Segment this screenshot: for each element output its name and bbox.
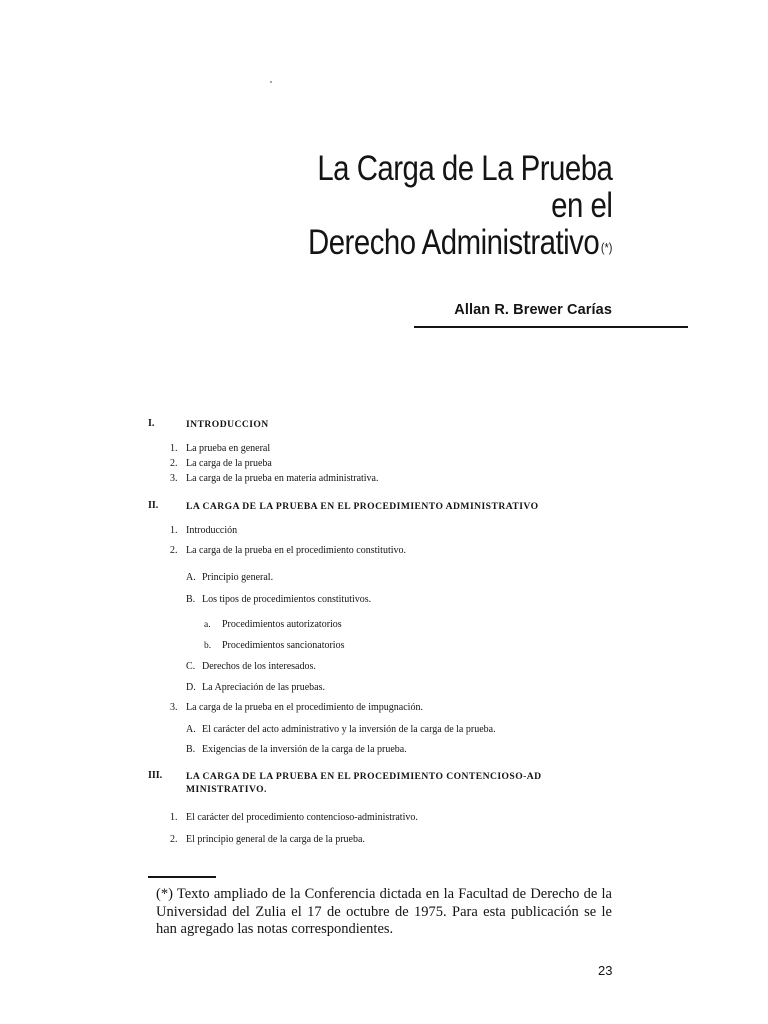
scan-speck [270, 81, 272, 83]
toc-item-label: La carga de la prueba en materia administrativa. [186, 473, 379, 484]
toc-subitem-letter: B. [186, 594, 196, 605]
toc-item-number: 1. [170, 443, 178, 454]
title-line-2: en el [550, 186, 612, 225]
toc-subitem-letter: A. [186, 572, 196, 583]
toc-item-label: La prueba en general [186, 443, 271, 454]
toc-subsubitem-letter: b. [204, 641, 212, 651]
toc-item-label: El carácter del procedimiento contencioso-administrativo. [186, 812, 418, 823]
toc-subitem-label: La Apreciación de las pruebas. [202, 682, 326, 693]
title-line-3 [308, 224, 612, 266]
toc-item-number: 2. [170, 834, 178, 845]
toc-subitem-letter: B. [186, 744, 196, 755]
document-title [250, 150, 612, 266]
toc-subsubitem-label: Procedimientos sancionatorios [222, 640, 345, 651]
footnote-rule [148, 876, 216, 878]
toc-item-number: 3. [170, 473, 178, 484]
toc-subitem-label: Principio general. [202, 572, 274, 583]
toc-item-label: La carga de la prueba en el procedimiento de impugnación. [186, 702, 423, 713]
toc-subitem-label: Los tipos de procedimientos constitutivos. [202, 594, 372, 605]
author-rule [414, 326, 688, 328]
author-name: Allan R. Brewer Carías [454, 302, 612, 318]
toc-section-number: I. [148, 418, 155, 429]
toc-section-title: LA CARGA DE LA PRUEBA EN EL PROCEDIMIENTO CONTENCIOSO-AD MINISTRATIVO. [186, 771, 542, 795]
toc-item-number: 3. [170, 702, 178, 713]
toc-item-number: 2. [170, 458, 178, 469]
toc-subitem-label: Exigencias de la inversión de la carga de la prueba. [202, 744, 407, 755]
title-line-3-text: Derecho Administrativo [307, 223, 599, 262]
toc-item-label: El principio general de la carga de la prueba. [186, 834, 365, 845]
toc-subitem-letter: D. [186, 682, 196, 693]
toc-item-number: 1. [170, 525, 178, 536]
title-footnote-mark: (*) [600, 240, 612, 255]
page-number: 23 [598, 963, 613, 978]
toc-section-title: INTRODUCCION [186, 419, 269, 430]
footnote: (*) Texto ampliado de la Conferencia dictada en la Facultad de Derecho de la Universidad del Zulia el 17 de octubre de 1975. Para esta publicación se le han agregado las notas correspondientes. [156, 886, 612, 937]
toc-item-label: La carga de la prueba en el procedimiento constitutivo. [186, 545, 407, 556]
toc-section-title: LA CARGA DE LA PRUEBA EN EL PROCEDIMIENTO ADMINISTRATIVO [186, 501, 539, 512]
toc-subitem-letter: A. [186, 724, 196, 735]
toc-item-number: 1. [170, 812, 178, 823]
toc-subsubitem-letter: a. [204, 620, 211, 630]
toc-subsubitem-label: Procedimientos autorizatorios [222, 619, 342, 630]
title-line-1: La Carga de La Prueba [316, 149, 612, 188]
toc-subitem-letter: C. [186, 661, 196, 672]
toc-subitem-label: El carácter del acto administrativo y la inversión de la carga de la prueba. [202, 724, 496, 735]
toc-item-label: La carga de la prueba [186, 458, 272, 469]
toc-section-number: III. [148, 770, 163, 781]
toc-subitem-label: Derechos de los interesados. [202, 661, 316, 672]
toc-item-label: Introducción [186, 525, 238, 536]
toc-item-number: 2. [170, 545, 178, 556]
toc-section-number: II. [148, 500, 159, 511]
